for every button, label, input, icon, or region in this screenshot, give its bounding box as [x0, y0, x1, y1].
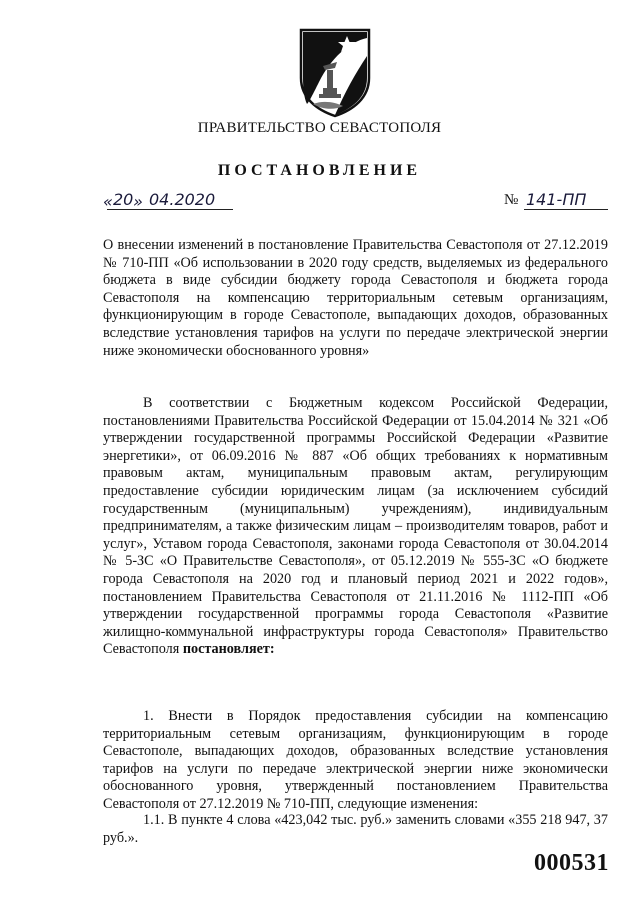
item-1-paragraph: 1. Внести в Порядок предоставления субсидии на компенсацию территориальным сетевым организациям, функционирующим в городе Севастополе, выпадающих доходов, образованных вследствие установления тарифов на услуги по передаче электрической энергии ниже экономически обоснованного уровня, утвержденный постановлением Правительства Севастополя от 27.12.2019 № 710-ПП, следующие изменения:	[103, 708, 608, 812]
decree-word: постановляет:	[182, 641, 275, 658]
date-quote-open: «	[103, 192, 113, 211]
sevastopol-coat-of-arms-icon	[297, 26, 373, 118]
serial-number: 000531	[534, 850, 609, 876]
date-underline	[107, 209, 233, 210]
number-underline	[524, 209, 608, 210]
item-1-1-paragraph: 1.1. В пункте 4 слова «423,042 тыс. руб.» заменить словами «355 218 947, 37 руб.».	[103, 812, 608, 846]
organization-name: ПРАВИТЕЛЬСТВО СЕВАСТОПОЛЯ	[197, 120, 442, 136]
document-date	[103, 190, 233, 214]
number-sign: №	[504, 192, 519, 208]
number-value: 141-ПП	[526, 190, 587, 209]
document-number	[504, 190, 608, 214]
date-day: 20	[113, 190, 134, 209]
date-month-year: 04.2020	[149, 190, 216, 209]
document-type-title: ПОСТАНОВЛЕНИЕ	[217, 162, 422, 179]
legal-basis-paragraph	[103, 395, 608, 659]
document-subject: О внесении изменений в постановление Правительства Севастополя от 27.12.2019 № 710-ПП «Об использовании в 2020 году средств, выделяемых из федерального бюджета в виде субсидии бюджету города Севастополя и бюджета города Севастополя на компенсацию территориальным сетевым организациям, функционирующим в городе Севастополе, выпадающих доходов, образованных вследствие установления тарифов на услуги по передаче электрической энергии ниже экономически обоснованного уровня»	[103, 237, 608, 359]
date-quote-close: »	[133, 192, 143, 211]
legal-basis-text: В соответствии с Бюджетным кодексом Российской Федерации, постановлениями Правительства Российской Федерации от 15.04.2014 № 321 «Об утверждении государственной программы Российской Федерации «Развитие энергетики», от 06.09.2016 № 887 «Об общих требованиях к нормативным правовым актам, муниципальным правовым актам, регулирующим предоставление субсидии юридическим лицам (за исключением субсидий государственным (муниципальным) учреждениям), индивидуальным предпринимателям, а также физическим лицам – производителям товаров, работ и услуг», Уставом города Севастополя, законами города Севастополя от 30.04.2014 № 5-ЗС «О Правительстве Севастополя», от 05.12.2019 № 555-ЗС «О бюджете города Севастополя на 2020 год и плановый период 2021 и 2022 годов», постановлением Правительства Севастополя от 21.11.2016 № 1112-ПП «Об утверждении государственной программы города Севастополя «Развитие жилищно-коммунальной инфраструктуры города Севастополя» Правительство Севастополя	[103, 395, 608, 658]
